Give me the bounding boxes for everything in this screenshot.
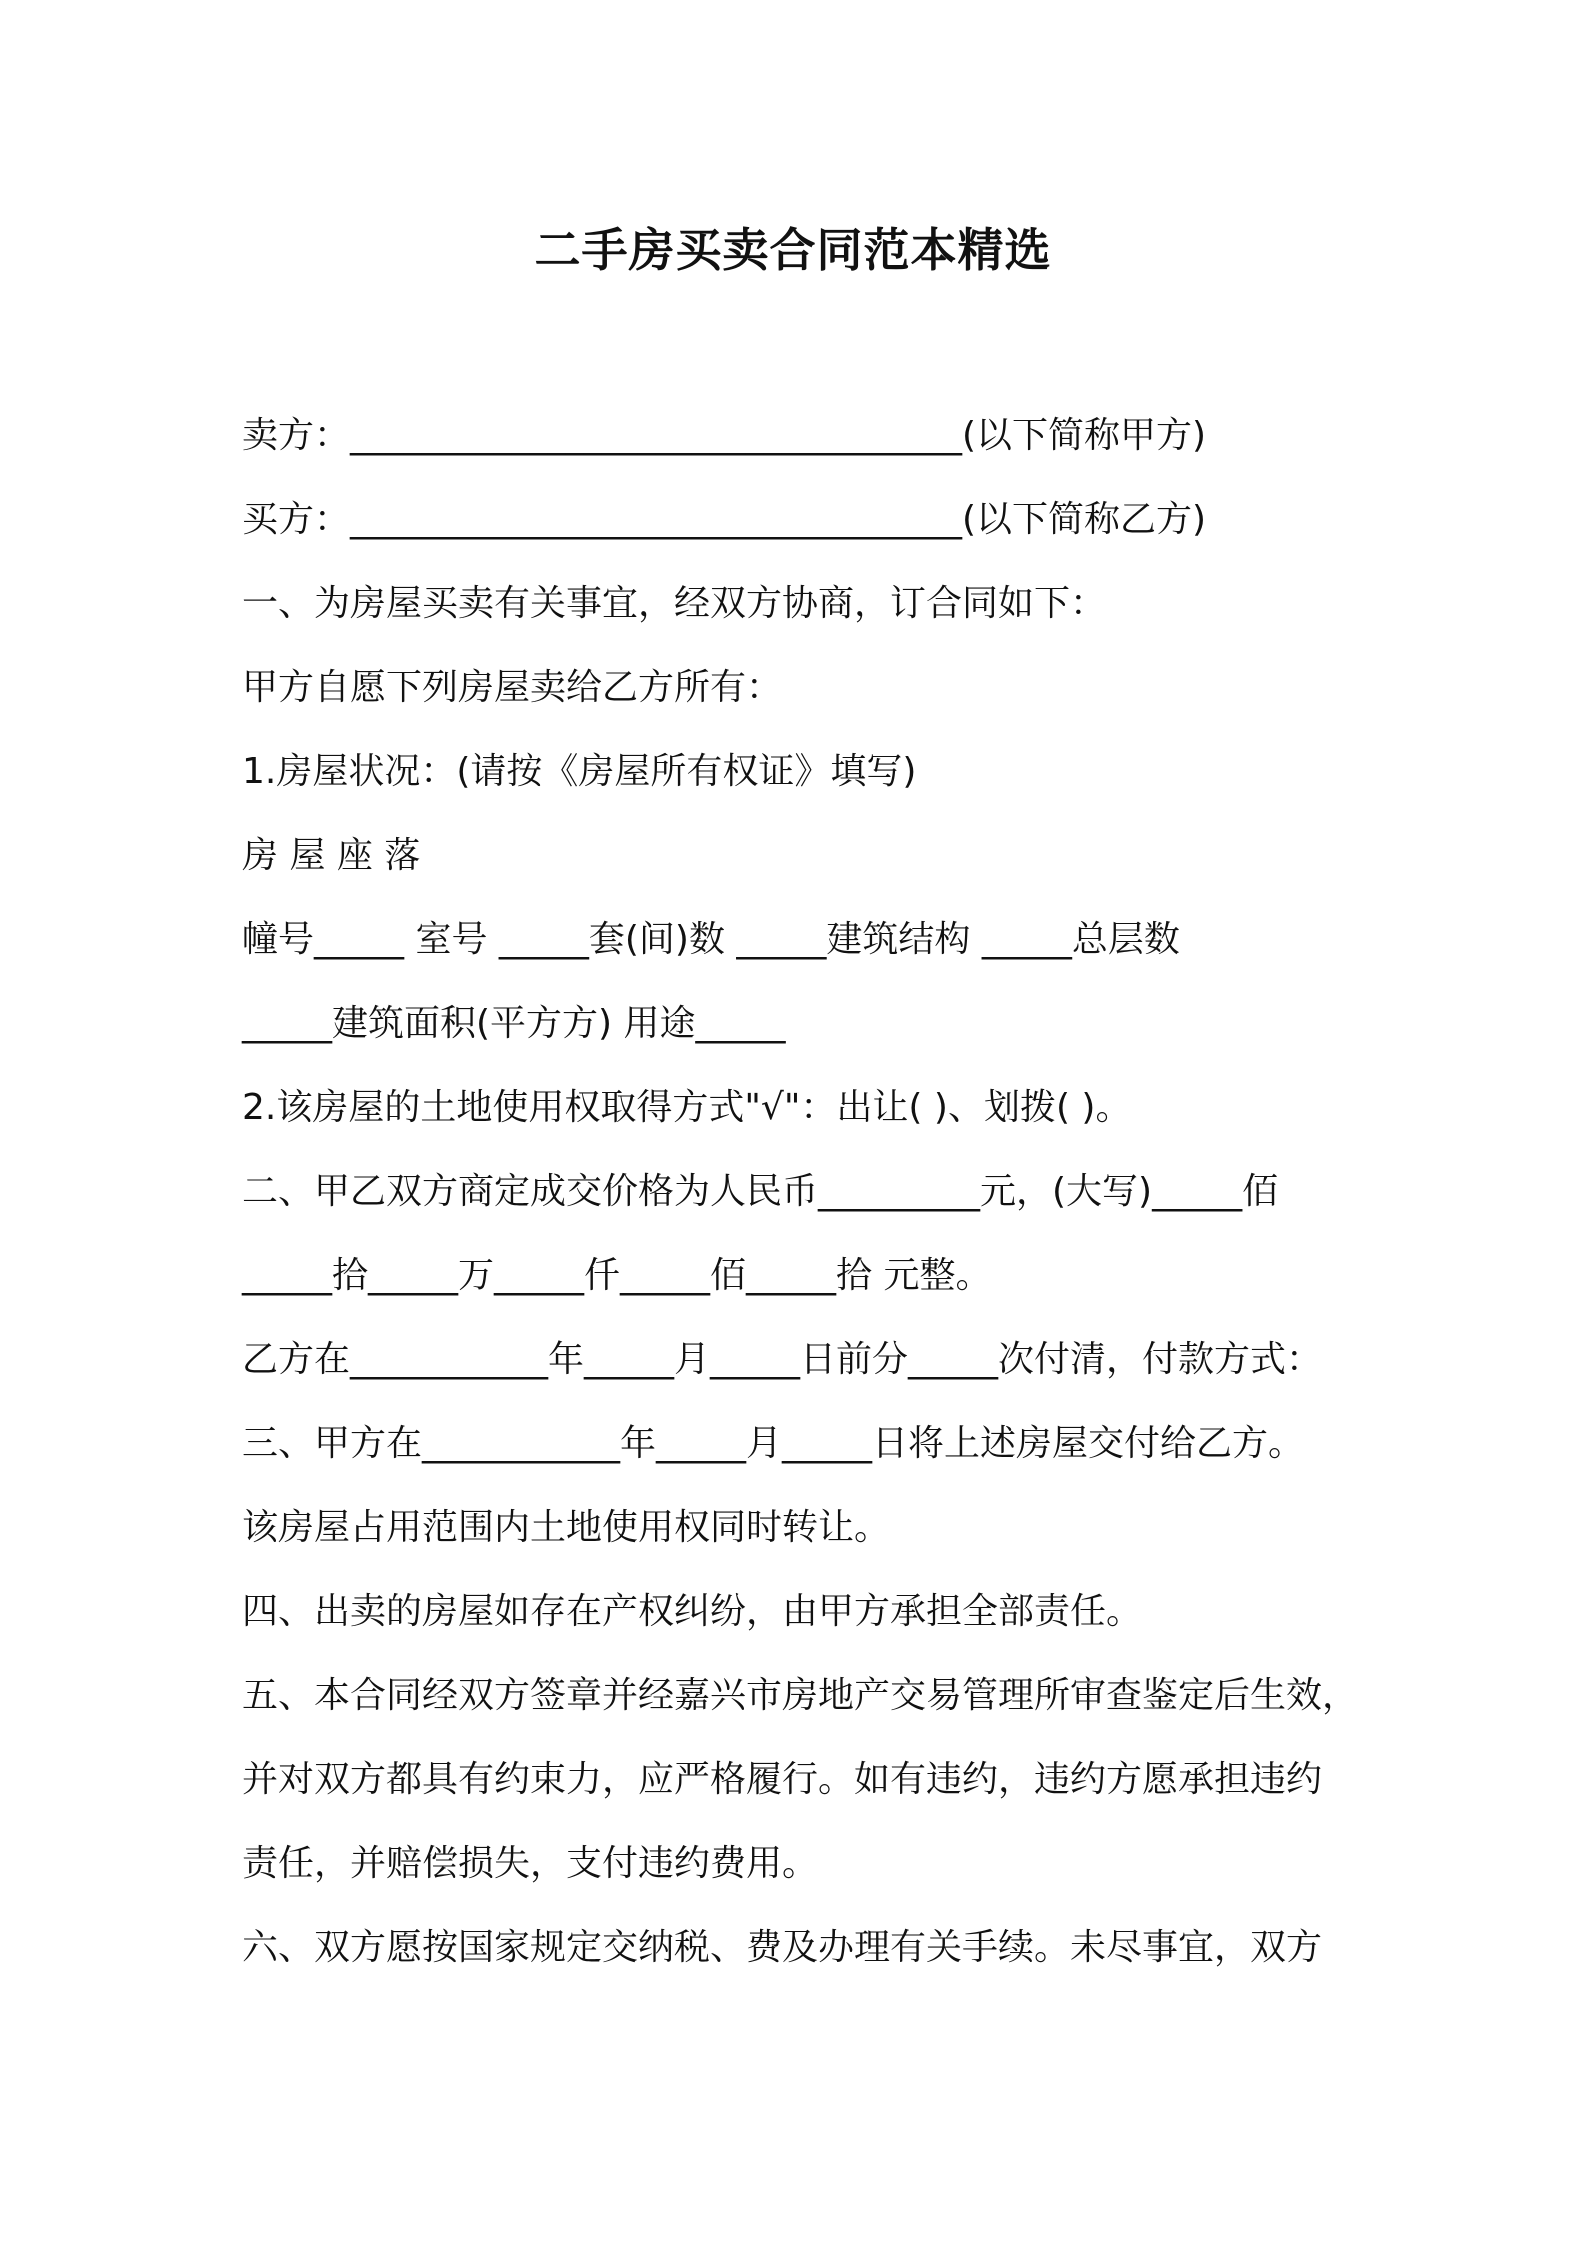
house-detail-fields: 幢号_____ 室号 _____套(间)数 _____建筑结构 _____总层数 [242,919,1180,960]
clause-2-price: 二、甲乙双方商定成交价格为人民币_________元，(大写)_____佰 [242,1171,1279,1212]
house-area-fields: _____建筑面积(平方方) 用途_____ [242,1003,786,1044]
seller-line: 卖方：__________________________________(以下简称甲方) [242,415,1207,456]
land-use-right-line: 2.该房屋的土地使用权取得方式"√"：出让( )、划拨( )。 [242,1087,1132,1128]
clause-1-statement: 甲方自愿下列房屋卖给乙方所有： [242,667,783,708]
clause-5-line-1: 五、本合同经双方签章并经嘉兴市房地产交易管理所审查鉴定后生效， [242,1675,1359,1716]
clause-6-line-1: 六、双方愿按国家规定交纳税、费及办理有关手续。未尽事宜，双方 [242,1927,1323,1968]
document-title: 二手房买卖合同范本精选 [534,223,1052,277]
clause-3-land-transfer: 该房屋占用范围内土地使用权同时转让。 [242,1507,891,1548]
clause-5-line-3: 责任，并赔偿损失，支付违约费用。 [242,1843,819,1884]
clause-3-delivery: 三、甲方在___________年_____月_____日将上述房屋交付给乙方。 [242,1423,1305,1464]
clause-4: 四、出卖的房屋如存在产权纠纷，由甲方承担全部责任。 [242,1591,1143,1632]
clause-2-price-uppercase: _____拾_____万_____仟_____佰_____拾 元整。 [242,1255,992,1296]
house-location-label: 房 屋 座 落 [242,835,421,876]
payment-terms-line: 乙方在___________年_____月_____日前分_____次付清，付款方式： [242,1339,1323,1380]
buyer-line: 买方：__________________________________(以下简称乙方) [242,499,1207,540]
clause-1-intro: 一、为房屋买卖有关事宜，经双方协商，订合同如下： [242,583,1107,624]
house-status-heading: 1.房屋状况：(请按《房屋所有权证》填写) [242,751,917,792]
clause-5-line-2: 并对双方都具有约束力，应严格履行。如有违约，违约方愿承担违约 [242,1759,1323,1800]
